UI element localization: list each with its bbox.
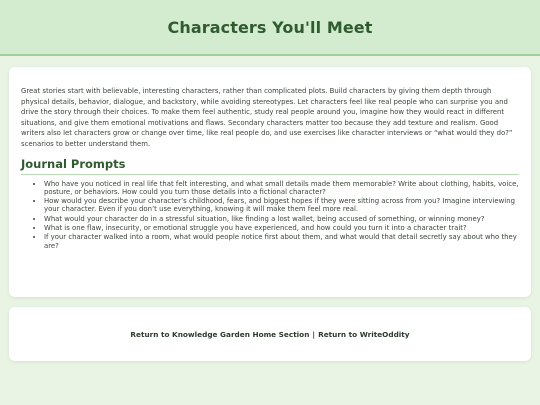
journal-prompt-item: • What is one flaw, insecurity, or emotional struggle you have experienced, and how could you turn it into a character trait? xyxy=(44,224,519,232)
journal-prompts-list xyxy=(21,180,519,250)
journal-prompt-item: • How would you describe your character’s childhood, fears, and biggest hopes if they were sitting across from you? Imagine interviewing your character. Even if you don’t use everything, knowing it will make them feel more real. xyxy=(44,197,519,214)
return-writeoddity-link[interactable]: Return to WriteOddity xyxy=(318,329,410,339)
page-title: Characters You'll Meet xyxy=(167,17,373,37)
intro-paragraph: Great stories start with believable, interesting characters, rather than complicated plots. Build characters by giving them depth through physical details, behavior, dialogue, and backstory, while avoiding stereotypes. Let characters feel like real people who can surprise you and drive the story through their choices. To make them feel authentic, study real people around you, imagine how they would react in different situations, and give them emotional motivations and flaws. Secondary characters matter too because they add texture and realism. Good writers also let characters grow or change over time, like real people do, and use exercises like character interviews or “what would they do?” scenarios to better understand them. xyxy=(21,87,513,148)
journal-prompts-heading: Journal Prompts xyxy=(21,157,519,175)
content-card xyxy=(9,67,531,297)
return-home-link[interactable]: Return to Knowledge Garden Home Section xyxy=(130,329,310,339)
footer-separator: | xyxy=(312,329,316,339)
journal-prompt-item: • If your character walked into a room, what would people notice first about them, and what would that detail secretly say about who they are? xyxy=(44,233,519,250)
page-header xyxy=(0,0,540,56)
journal-prompt-item: • Who have you noticed in real life that felt interesting, and what small details made them memorable? Write about clothing, habits, voice, posture, or behaviors. How could you turn those details into a fictional character? xyxy=(44,180,519,197)
journal-prompt-item: • What would your character do in a stressful situation, like finding a lost wallet, being accused of something, or winning money? xyxy=(44,215,519,223)
footer-card xyxy=(9,307,531,361)
